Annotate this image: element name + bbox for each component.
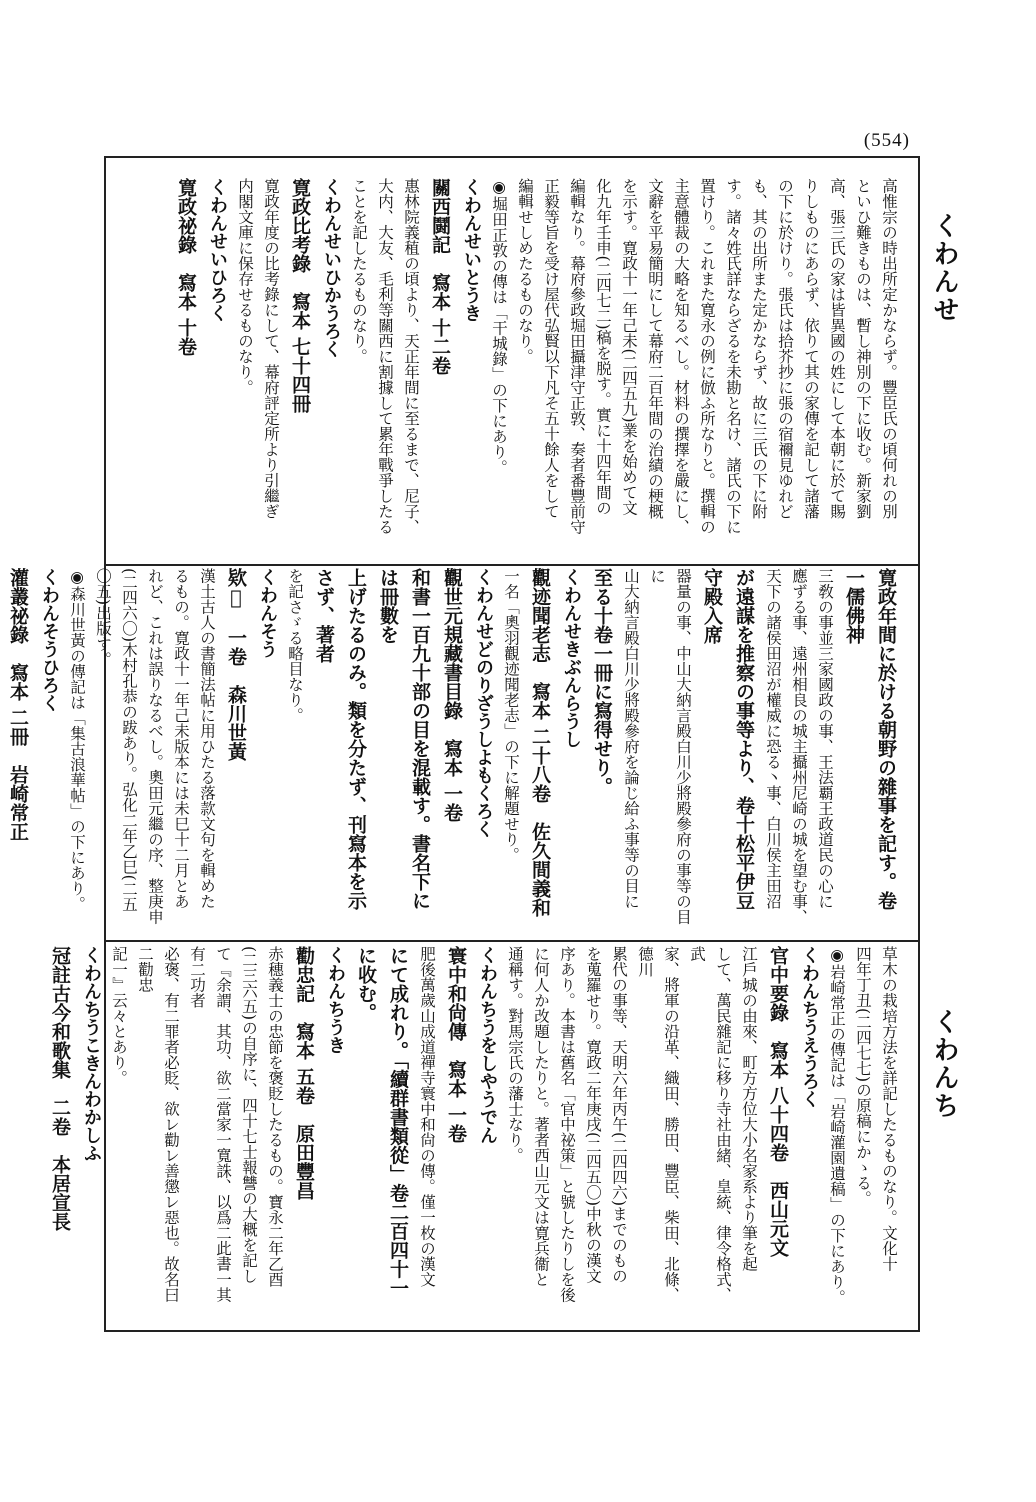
text-line: 漢土古人の書簡法帖に用ひたる落款文句を輯めた <box>198 568 216 909</box>
text-line: くわんそう <box>257 568 278 658</box>
text-line: にて成れり。「續群書類從」卷二百四十一に收む。 <box>355 946 409 1298</box>
text-line: 灌叢祕錄 寫本 二冊 岩崎常正 <box>7 568 29 841</box>
text-line: 編輯せしめたるものなり。 <box>516 178 534 364</box>
text-line: を記さゞる略目なり。 <box>286 568 304 723</box>
text-line: に何人か改題したりと。著者西山元文は寛兵衞と <box>532 946 550 1287</box>
text-line: くわんせいひかうろく <box>321 178 342 358</box>
text-line: の下に於けり。張氏は拾芥抄に張の宿禰見ゆれど <box>776 178 794 519</box>
text-line: 器量の事、中山大納言殿白川少將殿參府の事等の目に <box>648 568 692 925</box>
text-line: 高、張三氏の家は皆異國の姓にして本朝に於て賜 <box>828 178 846 519</box>
text-line: を示す。寛政十一年己未(二四五九)業を始めて文 <box>620 178 638 516</box>
text-line: ◉森川世黃の傳記は「集古浪華帖」の下にあり。 <box>68 568 86 912</box>
text-line: くわんちうこきんわかしふ <box>81 946 102 1162</box>
text-line: す。諸々姓氏詳ならざるを未勘と名け、諸氏の下に <box>724 178 742 535</box>
text-line: 寛政年度の比考錄にして、幕府評定所より引繼ぎ <box>262 178 280 519</box>
text-line: が遠謀を推察の事等より、卷十松平伊豆守殿入席 <box>701 568 755 910</box>
section-bottom <box>49 946 902 1306</box>
text-line: 關西鬪記 寫本 十二卷 <box>429 178 451 375</box>
text-line: くわんせいひろく <box>207 178 228 322</box>
text-line: 寛政年間に於ける朝野の雜事を記す。卷一儒佛神 <box>843 568 897 910</box>
text-line: 累代の事等、天明六年丙午(二四四六)までのもの <box>610 946 628 1284</box>
page-number: (554) <box>863 130 910 151</box>
text-line: 大内、大友、毛利等關西に割據して累年戰爭したる <box>376 178 394 535</box>
text-line: を蒐羅せり。寛政二年庚戌(二四五〇)中秋の漢文 <box>584 946 602 1284</box>
text-line: くわんちうをしやうでん <box>477 946 498 1144</box>
text-line: りしものにあらず、依りて其の家傳を記して諸藩 <box>802 178 820 519</box>
section-divider <box>106 564 918 566</box>
text-line: 觀世元規藏書目錄 寫本 一卷 <box>441 568 463 822</box>
text-line: 寛政比考錄 寫本 七十四冊 <box>289 178 311 413</box>
text-line: 寰中和尙傳 寫本 一卷 <box>445 946 467 1143</box>
section-divider <box>106 940 918 942</box>
text-line: (二四六〇)木村孔恭の跋あり。弘化二年乙巳(二五 <box>120 568 138 912</box>
text-line: 主意體裁の大略を知るべし。材料の撰擇を嚴にし、 <box>672 178 690 535</box>
text-line: 應ずる事、遠州相良の城主攝州尼崎の城を望む事、 <box>790 568 808 925</box>
text-line: 置けり。これまた寛永の例に倣ふ所なりと。撰輯の <box>698 178 716 535</box>
section-top <box>142 178 902 538</box>
text-line: 記一』云々とあり。 <box>110 946 128 1086</box>
text-line: といひ難きものは、暫し神別の下に收む。新家劉 <box>854 178 872 519</box>
text-line: して、萬民雜記に移り寺社由緒、皇統、律令格式、武 <box>688 946 732 1303</box>
text-line: 化九年壬申(二四七二)稿を脱す。實に十四年間の <box>594 178 612 516</box>
text-line: 通稱す。對馬宗氏の藩士なり。 <box>506 946 524 1163</box>
text-line: 必褒、有二罪者必貶、欲レ勸レ善懲レ惡也。故名曰二勸忠 <box>136 946 180 1303</box>
text-line: 一名「奧羽觀迹聞老志」の下に解題せり。 <box>502 568 520 863</box>
text-line: ◉堀田正敦の傳は「干城錄」の下にあり。 <box>490 178 508 475</box>
text-line: くわんちうえうろく <box>799 946 820 1108</box>
text-line: 惠林院義稙の頃より、天正年間に至るまで、尼子、 <box>402 178 420 535</box>
text-line: 文辭を平易簡明にして幕府二百年間の治績の梗概 <box>646 178 664 519</box>
text-line: 肥後萬歲山成道禪寺寰中和尙の傳。僅一枚の漢文 <box>418 946 436 1287</box>
text-line: 冠註古今和歌集 二卷 本居宣長 <box>49 946 71 1231</box>
text-line: 和書一百九十部の目を混載す。書名下には冊數を <box>377 568 431 910</box>
section-middle <box>7 568 902 928</box>
text-line: るもの。寛政十一年己未版本には未巳十二月とあ <box>172 568 190 909</box>
text-line: 至る十卷一冊に寫得せり。 <box>591 568 613 796</box>
text-line: ことを記したるものなり。 <box>350 178 368 364</box>
text-line: 家、將軍の沿革、織田、勝田、豐臣、柴田、北條、德川 <box>636 946 680 1303</box>
text-line: ◉岩崎常正の傳記は「岩崎灌園遺稿」の下にあり。 <box>828 946 846 1305</box>
text-line: 四年丁丑(二四七七)の原稿にかゝる。 <box>854 946 872 1207</box>
text-line: くわんせいとうき <box>461 178 482 322</box>
text-line: くわんせどのりざうしよもくろく <box>473 568 494 838</box>
text-line: 上げたるのみ。類を分たず、刊寫本を示さず、著者 <box>313 568 367 910</box>
text-line: 編輯なり。幕府參政堀田攝津守正敦、奏者番豐前守 <box>568 178 586 535</box>
text-line: 高惟宗の時出所定かならず。豐臣氏の頃何れの別 <box>880 178 898 519</box>
text-line: 〇五)出版す。 <box>94 568 112 668</box>
side-heading-bottom: くわんち <box>929 1008 959 1120</box>
text-line: も、其の出所また定かならず、故に三氏の下に附 <box>750 178 768 519</box>
text-line: 欵𦊙 一卷 森川世黃 <box>225 568 247 761</box>
text-line: れど、これは誤りなるべし。奧田元繼の序、整庚申 <box>146 568 164 925</box>
text-line: 天下の諸侯田沼が權威に恐る丶事、白川侯主田沼 <box>764 568 782 909</box>
text-line: 赤穗義士の忠節を褒貶したるもの。寶永二年乙酉 <box>266 946 284 1287</box>
text-line: くわんせきぶんらうし <box>561 568 582 748</box>
text-line: 觀迹聞老志 寫本 二十八卷 佐久間義和 <box>529 568 551 917</box>
text-line: 江戶城の由來、町方方位大小名家系より筆を起 <box>740 946 758 1272</box>
text-line: 草木の栽培方法を詳記したるものなり。文化十 <box>880 946 898 1272</box>
text-line: 山大納言殿白川少將殿參府を論じ給ふ事等の目に <box>622 568 640 909</box>
text-line: 序あり。本書は舊名「官中祕策」と號したりしを後 <box>558 946 576 1303</box>
text-line: くわんそうひろく <box>39 568 60 712</box>
text-line: (二三六五)の自序に、四十七士報讐の大概を記し <box>240 946 258 1284</box>
text-line: 寛政祕錄 寫本 十卷 <box>175 178 197 356</box>
text-line: くわんちうき <box>325 946 346 1054</box>
text-line: て『余謂、其功、欲二當家一寬誅、以爲二此書一其有二功者 <box>188 946 232 1303</box>
side-heading-top: くわんせ <box>929 212 959 324</box>
text-line: 三敎の事並三家國政の事、王法覇王政道民の心に <box>816 568 834 909</box>
text-line: 官中要錄 寫本 八十四卷 西山元文 <box>767 946 789 1257</box>
text-line: 勸忠記 寫本 五卷 原田豐昌 <box>293 946 315 1200</box>
text-line: 正毅等旨を受け屋代弘賢以下凡そ五十餘人をして <box>542 178 560 519</box>
text-line: 内閣文庫に保存せるものなり。 <box>236 178 254 395</box>
